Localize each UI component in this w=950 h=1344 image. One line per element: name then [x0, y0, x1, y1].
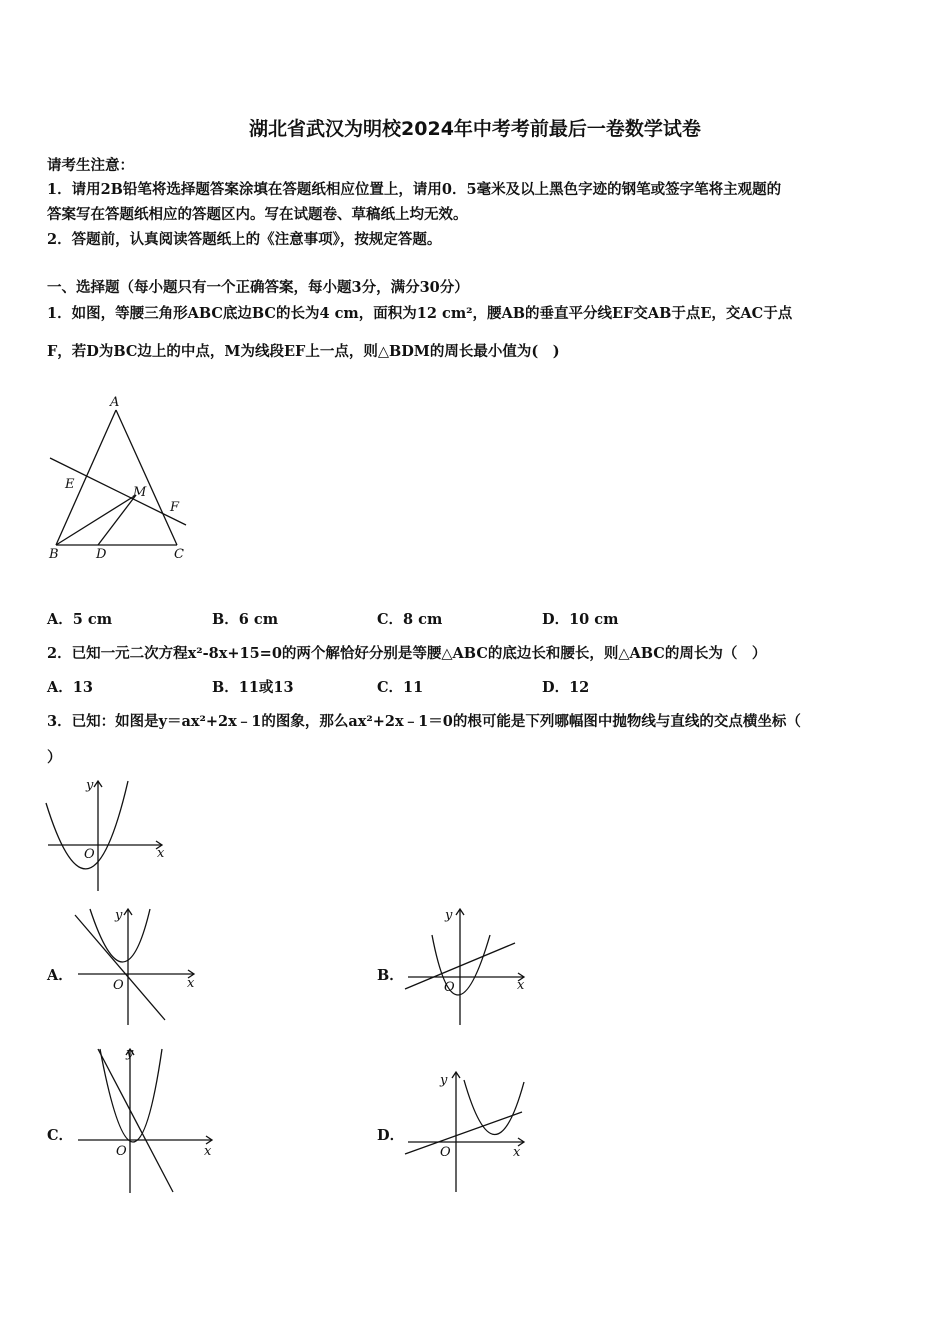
origin-label: O — [440, 1145, 451, 1160]
option-d-graph — [400, 1068, 535, 1196]
y-axis-label: y — [440, 1073, 448, 1088]
notice-item-1-line-1: 1．请用2B铅笔将选择题答案涂填在答题纸相应位置上，请用0．5毫米及以上黑色字迹的钢笔或签字笔将主观题的 — [47, 181, 782, 198]
q1-option-b: B．6 cm — [212, 611, 279, 628]
label-f: F — [170, 500, 180, 515]
origin-label: O — [113, 978, 124, 993]
x-axis-label: x — [513, 1145, 521, 1160]
label-b: B — [49, 547, 59, 562]
notice-item-2: 2．答题前，认真阅读答题纸上的《注意事项》，按规定答题。 — [47, 231, 442, 248]
given-parabola-graph — [40, 775, 175, 895]
q3-option-c-letter: C． — [47, 1127, 74, 1144]
question-3-line-2: ） — [47, 749, 62, 766]
question-2: 2．已知一元二次方程x²-8x+15=0的两个解恰好分别是等腰△ABC的底边长和腰长，则△ABC的周长为（ ） — [47, 645, 767, 662]
x-axis-label: x — [157, 846, 165, 861]
option-a-graph — [70, 905, 205, 1027]
origin-label: O — [116, 1144, 127, 1159]
q2-option-d: D．12 — [542, 679, 590, 696]
q1-option-d: D．10 cm — [542, 611, 619, 628]
y-axis-label: y — [86, 778, 94, 793]
q3-option-d-letter: D． — [377, 1127, 405, 1144]
y-axis-label: y — [445, 908, 453, 923]
q2-option-a: A．13 — [47, 679, 93, 696]
notice-item-1-line-2: 答案写在答题纸相应的答题区内。写在试题卷、草稿纸上均无效。 — [47, 206, 468, 223]
origin-label: O — [444, 980, 455, 995]
x-axis-label: x — [517, 978, 525, 993]
question-3-line-1: 3．已知：如图是y＝ax²+2x﹣1的图象，那么ax²+2x﹣1＝0的根可能是下列哪幅图中抛物线与直线的交点横坐标（ — [47, 713, 801, 730]
question-1-line-2: F，若D为BC边上的中点，M为线段EF上一点，则△BDM的周长最小值为( ) — [47, 343, 560, 360]
q3-option-b-letter: B． — [377, 967, 404, 984]
q2-option-c: C．11 — [377, 679, 424, 696]
notice-heading: 请考生注意： — [47, 157, 134, 174]
x-axis-label: x — [187, 976, 195, 991]
y-axis-label: y — [115, 908, 123, 923]
page-title: 湖北省武汉为明校2024年中考考前最后一卷数学试卷 — [249, 118, 701, 140]
label-e: E — [65, 477, 75, 492]
q1-option-c: C．8 cm — [377, 611, 443, 628]
option-c-graph — [70, 1045, 220, 1195]
triangle-figure — [40, 390, 200, 575]
q1-option-a: A．5 cm — [47, 611, 113, 628]
x-axis-label: x — [204, 1144, 212, 1159]
label-d: D — [96, 547, 107, 562]
q3-option-a-letter: A． — [47, 967, 73, 984]
section-1-heading: 一、选择题（每小题只有一个正确答案，每小题3分，满分30分） — [47, 279, 469, 296]
label-a: A — [110, 395, 120, 410]
question-1-line-1: 1．如图，等腰三角形ABC底边BC的长为4 cm，面积为12 cm²，腰AB的垂直平分线EF交AB于点E，交AC于点 — [47, 305, 793, 322]
origin-label: O — [84, 847, 95, 862]
option-b-graph — [400, 905, 535, 1027]
label-m: M — [133, 485, 147, 500]
label-c: C — [174, 547, 184, 562]
y-axis-label: y — [126, 1046, 134, 1061]
q2-option-b: B．11或13 — [212, 679, 294, 696]
